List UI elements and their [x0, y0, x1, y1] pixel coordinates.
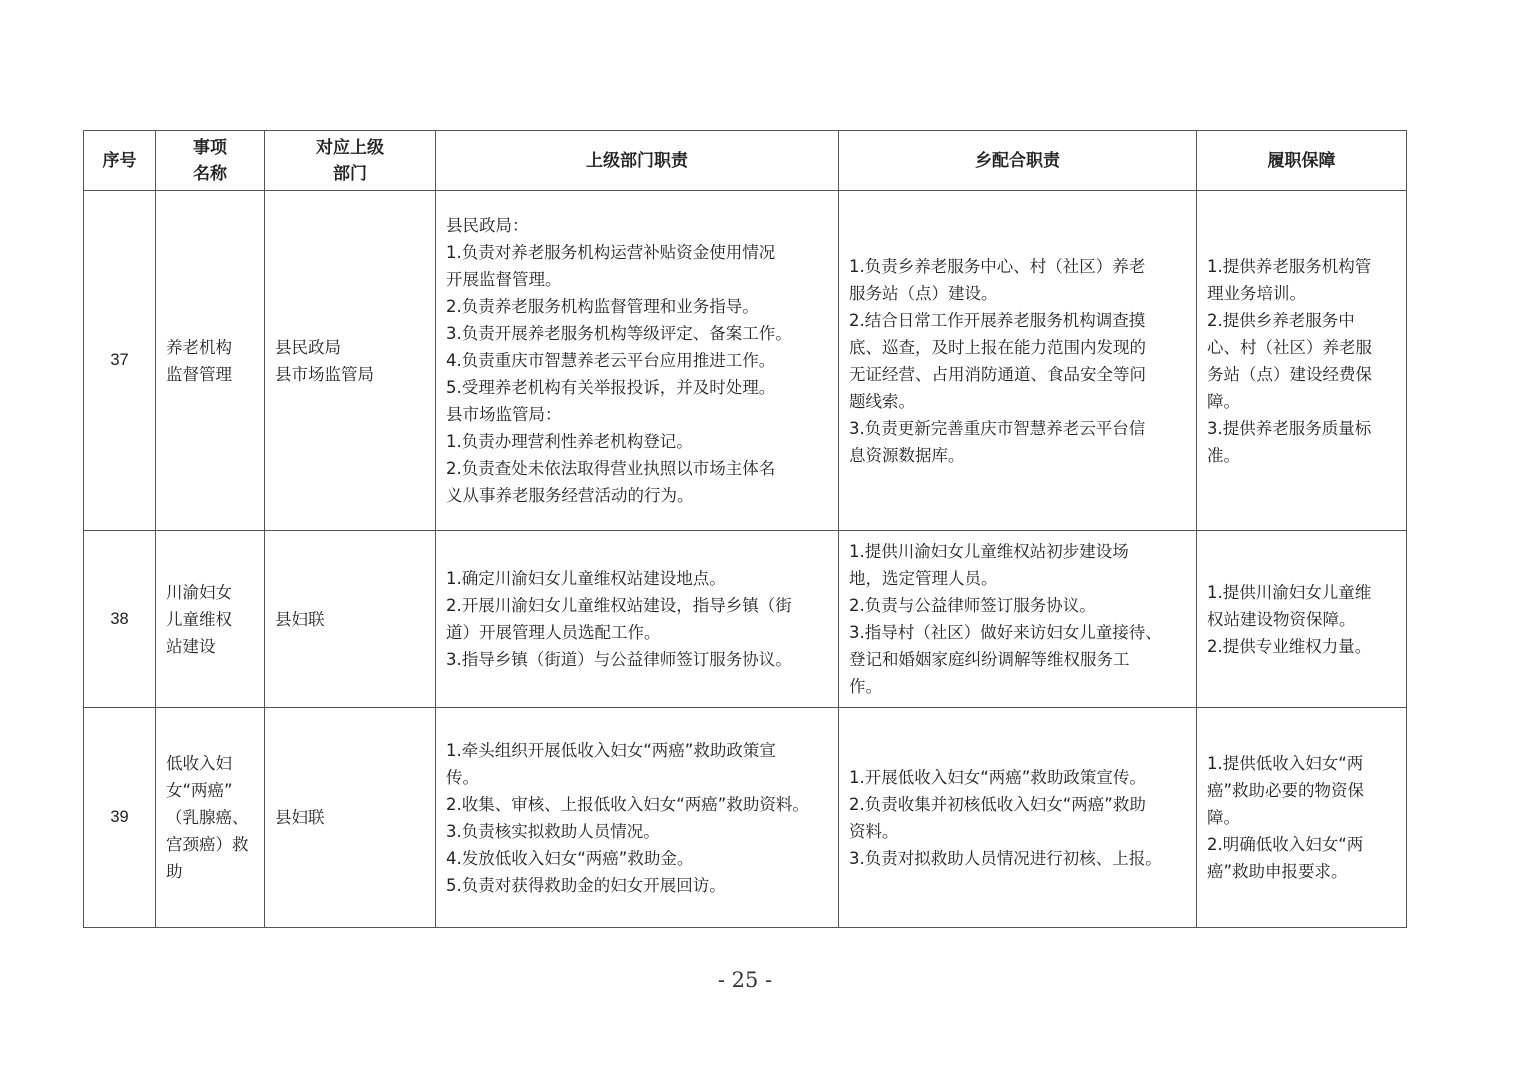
- header-serial-number: 序号: [84, 131, 156, 191]
- cell-line: 开展监督管理。: [446, 270, 562, 289]
- cell-line: 权站建设物资保障。: [1207, 609, 1356, 629]
- cell-line: 3.指导村（社区）做好来访妇女儿童接待、: [849, 623, 1162, 642]
- cell-line: 4.发放低收入妇女“两癌”救助金。: [446, 848, 694, 868]
- table-row: [84, 531, 1407, 708]
- cell-upper-department: [265, 191, 436, 531]
- cell-guarantee: [1197, 191, 1407, 531]
- cell-text: [275, 606, 427, 633]
- cell-serial-number: 37: [84, 191, 156, 531]
- header-item-name: 事项 名称: [156, 131, 265, 191]
- cell-upper-department: [265, 708, 436, 928]
- cell-line: 儿童维权: [166, 609, 232, 629]
- cell-item-name: [156, 708, 265, 928]
- responsibility-table: [83, 130, 1407, 928]
- cell-upper-duties: [436, 708, 839, 928]
- cell-text: [166, 579, 256, 660]
- cell-line: 无证经营、占用消防通道、食品安全等问: [849, 364, 1146, 384]
- cell-guarantee: [1197, 708, 1407, 928]
- cell-line: 站建设: [166, 636, 216, 656]
- cell-line: 3.负责核实拟救助人员情况。: [446, 821, 660, 841]
- cell-line: 2.提供专业维权力量。: [1207, 636, 1372, 656]
- cell-text: [166, 750, 256, 885]
- cell-line: 5.负责对获得救助金的妇女开展回访。: [446, 875, 726, 895]
- cell-item-name: [156, 191, 265, 531]
- cell-line: 3.负责更新完善重庆市智慧养老云平台信: [849, 418, 1146, 438]
- cell-line: 3.指导乡镇（街道）与公益律师签订服务协议。: [446, 650, 792, 669]
- cell-line: 息资源数据库。: [849, 445, 965, 465]
- cell-text: [275, 804, 427, 831]
- cell-serial-number: 39: [84, 708, 156, 928]
- cell-line: 务站（点）建设经费保: [1207, 364, 1372, 384]
- cell-text: [166, 334, 256, 388]
- cell-line: 2.收集、审核、上报低收入妇女“两癌”救助资料。: [446, 794, 809, 814]
- cell-line: 2.负责收集并初核低收入妇女“两癌”救助: [849, 794, 1146, 814]
- cell-line: 题线索。: [849, 391, 915, 411]
- cell-upper-department: [265, 531, 436, 708]
- cell-line: 县妇联: [275, 609, 325, 629]
- cell-line: 障。: [1207, 808, 1240, 827]
- table-row: [84, 191, 1407, 531]
- cell-line: 县民政局：: [446, 216, 529, 235]
- cell-line: 1.提供川渝妇女儿童维: [1207, 582, 1372, 602]
- cell-township-duties: [839, 708, 1197, 928]
- cell-text: [446, 212, 832, 509]
- cell-line: （乳腺癌、: [166, 808, 249, 827]
- cell-line: 心、村（社区）养老服: [1207, 337, 1372, 357]
- cell-text: [849, 538, 1190, 700]
- cell-line: 女“两癌”: [166, 781, 233, 800]
- cell-line: 1.提供低收入妇女“两: [1207, 754, 1364, 773]
- cell-line: 低收入妇: [166, 754, 232, 773]
- cell-line: 服务站（点）建设。: [849, 283, 998, 303]
- cell-line: 2.结合日常工作开展养老服务机构调查摸: [849, 310, 1146, 330]
- cell-line: 1.负责办理营利性养老机构登记。: [446, 432, 693, 451]
- cell-line: 义从事养老服务经营活动的行为。: [446, 486, 694, 505]
- cell-line: 2.提供乡养老服务中: [1207, 310, 1355, 330]
- cell-item-name: [156, 531, 265, 708]
- cell-line: 川渝妇女: [166, 582, 232, 602]
- cell-line: 助: [166, 862, 183, 881]
- cell-line: 4.负责重庆市智慧养老云平台应用推进工作。: [446, 351, 776, 370]
- cell-line: 1.提供川渝妇女儿童维权站初步建设场: [849, 542, 1129, 561]
- table-header-row: [84, 131, 1407, 191]
- header-upper-department: 对应上级 部门: [265, 131, 436, 191]
- cell-line: 1.负责乡养老服务中心、村（社区）养老: [849, 256, 1146, 276]
- cell-line: 2.负责养老服务机构监督管理和业务指导。: [446, 297, 759, 316]
- cell-text: [849, 764, 1190, 872]
- cell-line: 登记和婚姻家庭纠纷调解等维权服务工: [849, 650, 1130, 669]
- cell-text: [1207, 750, 1400, 885]
- cell-text: [446, 565, 832, 673]
- cell-line: 1.提供养老服务机构管: [1207, 256, 1372, 276]
- cell-line: 县市场监管局: [275, 364, 374, 384]
- cell-line: 资料。: [849, 821, 899, 841]
- page-number: - 25 -: [717, 968, 773, 992]
- cell-text: [275, 334, 427, 388]
- cell-line: 障。: [1207, 391, 1240, 411]
- cell-line: 3.提供养老服务质量标: [1207, 418, 1372, 438]
- cell-text: [446, 737, 832, 899]
- cell-township-duties: [839, 191, 1197, 531]
- cell-line: 1.开展低收入妇女“两癌”救助政策宣传。: [849, 767, 1146, 787]
- cell-guarantee: [1197, 531, 1407, 708]
- cell-line: 癌”救助必要的物资保: [1207, 781, 1365, 800]
- cell-line: 宫颈癌）救: [166, 835, 249, 854]
- cell-line: 2.负责与公益律师签订服务协议。: [849, 596, 1096, 615]
- cell-line: 2.开展川渝妇女儿童维权站建设，指导乡镇（街: [446, 596, 792, 615]
- cell-line: 1.牵头组织开展低收入妇女“两癌”救助政策宣: [446, 740, 776, 760]
- cell-line: 3.负责开展养老服务机构等级评定、备案工作。: [446, 324, 792, 343]
- cell-line: 地，选定管理人员。: [849, 569, 998, 588]
- cell-line: 养老机构: [166, 337, 232, 357]
- cell-upper-duties: [436, 531, 839, 708]
- cell-serial-number: 38: [84, 531, 156, 708]
- cell-line: 2.明确低收入妇女“两: [1207, 835, 1364, 854]
- cell-line: 县市场监管局：: [446, 405, 562, 424]
- cell-line: 3.负责对拟救助人员情况进行初核、上报。: [849, 848, 1162, 868]
- cell-line: 1.负责对养老服务机构运营补贴资金使用情况: [446, 243, 776, 262]
- cell-text: [1207, 253, 1400, 469]
- header-guarantee: 履职保障: [1197, 131, 1407, 191]
- cell-line: 监督管理: [166, 364, 232, 384]
- cell-text: [1207, 579, 1400, 660]
- cell-line: 理业务培训。: [1207, 283, 1306, 303]
- cell-line: 县妇联: [275, 808, 325, 827]
- cell-line: 癌”救助申报要求。: [1207, 862, 1348, 881]
- cell-line: 1.确定川渝妇女儿童维权站建设地点。: [446, 569, 726, 588]
- cell-line: 传。: [446, 767, 479, 787]
- cell-line: 道）开展管理人员选配工作。: [446, 623, 661, 642]
- cell-line: 准。: [1207, 445, 1240, 465]
- header-township-duties: 乡配合职责: [839, 131, 1197, 191]
- cell-line: 作。: [849, 677, 882, 696]
- header-upper-duties: 上级部门职责: [436, 131, 839, 191]
- cell-line: 县民政局: [275, 337, 341, 357]
- cell-line: 2.负责查处未依法取得营业执照以市场主体名: [446, 459, 776, 478]
- cell-line: 5.受理养老机构有关举报投诉，并及时处理。: [446, 378, 776, 397]
- cell-text: [849, 253, 1190, 469]
- cell-township-duties: [839, 531, 1197, 708]
- table-row: [84, 708, 1407, 928]
- cell-line: 底、巡查，及时上报在能力范围内发现的: [849, 337, 1146, 357]
- cell-upper-duties: [436, 191, 839, 531]
